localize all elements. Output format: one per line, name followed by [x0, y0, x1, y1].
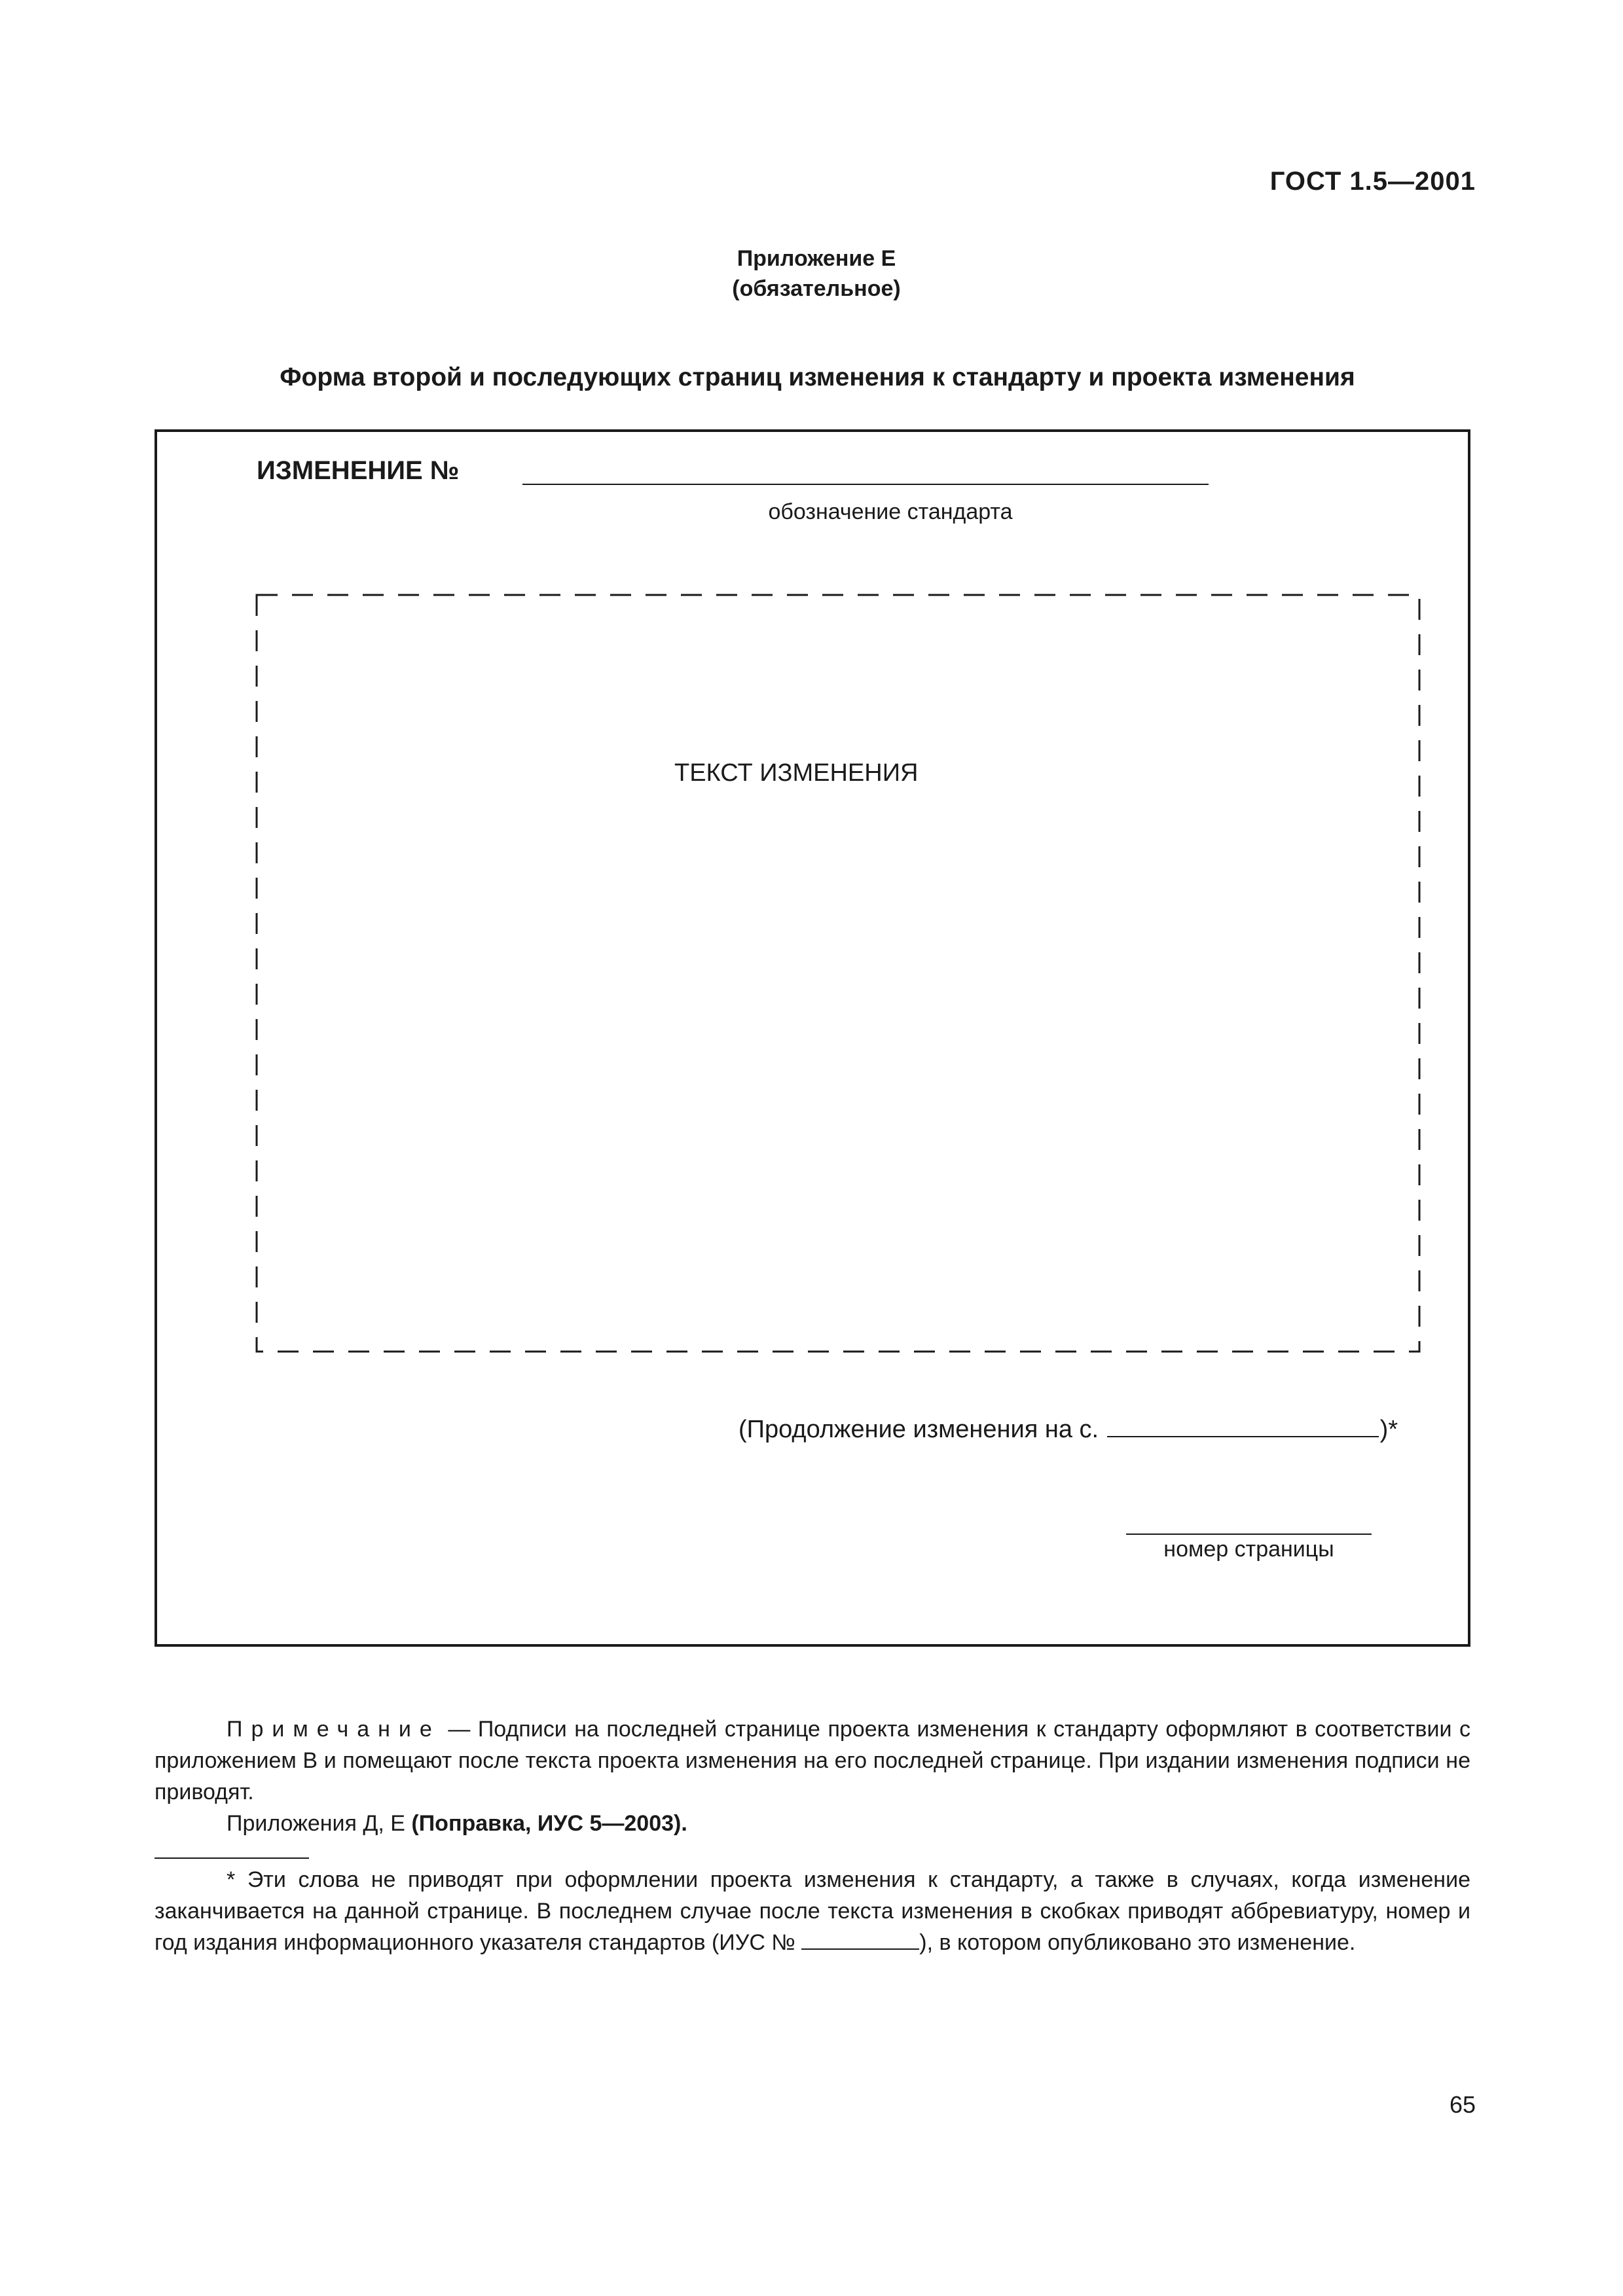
- standard-designation-line: [522, 484, 1209, 485]
- ius-number-blank: [801, 1929, 919, 1950]
- document-code: ГОСТ 1.5—2001: [1269, 167, 1476, 196]
- standard-designation-caption: обозначение стандарта: [768, 499, 1013, 524]
- footnote-separator: [155, 1857, 309, 1859]
- change-text-placeholder: ТЕКСТ ИЗМЕНЕНИЯ: [674, 759, 919, 787]
- change-number-label: ИЗМЕНЕНИЕ №: [257, 456, 460, 485]
- continuation-prefix: (Продолжение изменения на с.: [739, 1416, 1099, 1443]
- note-block: [155, 1713, 1470, 1839]
- note-paragraph: [155, 1713, 1470, 1808]
- footnote-text-after: ), в котором опубликовано это изменение.: [919, 1930, 1356, 1955]
- appendices-reference: [155, 1808, 1470, 1839]
- form-title: Форма второй и последующих страниц изменения к стандарту и проекта изменения: [280, 363, 1355, 391]
- continuation-line: [739, 1414, 1398, 1444]
- appendix-heading: [0, 243, 1623, 304]
- note-label: Примечание: [227, 1717, 441, 1742]
- dashed-frame: [255, 594, 1421, 1353]
- appendix-title: Приложение Е: [737, 246, 896, 271]
- continuation-suffix: )*: [1379, 1416, 1398, 1443]
- appendix-status: (обязательное): [732, 276, 901, 301]
- amendment-reference: (Поправка, ИУС 5—2003).: [411, 1811, 687, 1836]
- appendices-ref-text: Приложения Д, Е: [227, 1811, 412, 1836]
- page-number-line: [1126, 1534, 1372, 1535]
- change-text-area: [255, 594, 1421, 1353]
- footnote-block: [155, 1864, 1470, 1958]
- page-number-caption: номер страницы: [1163, 1537, 1334, 1562]
- note-text: — Подписи на последней странице проекта изменения к стандарту оформляют в соответствии с приложением В и помещают после текста проекта изменения на его последней странице. При издании изменения подписи не приводят.: [155, 1717, 1470, 1804]
- page-number: 65: [1449, 2091, 1476, 2118]
- footnote-paragraph: [155, 1864, 1470, 1958]
- continuation-blank: [1107, 1414, 1379, 1437]
- footnote-text-before: * Эти слова не приводят при оформлении проекта изменения к стандарту, а также в случаях, когда изменение заканчивается на данной странице. В последнем случае после текста изменения в скобках приводят аббревиатуру, номер и год издания информационного указателя стандартов (ИУС №: [155, 1867, 1470, 1955]
